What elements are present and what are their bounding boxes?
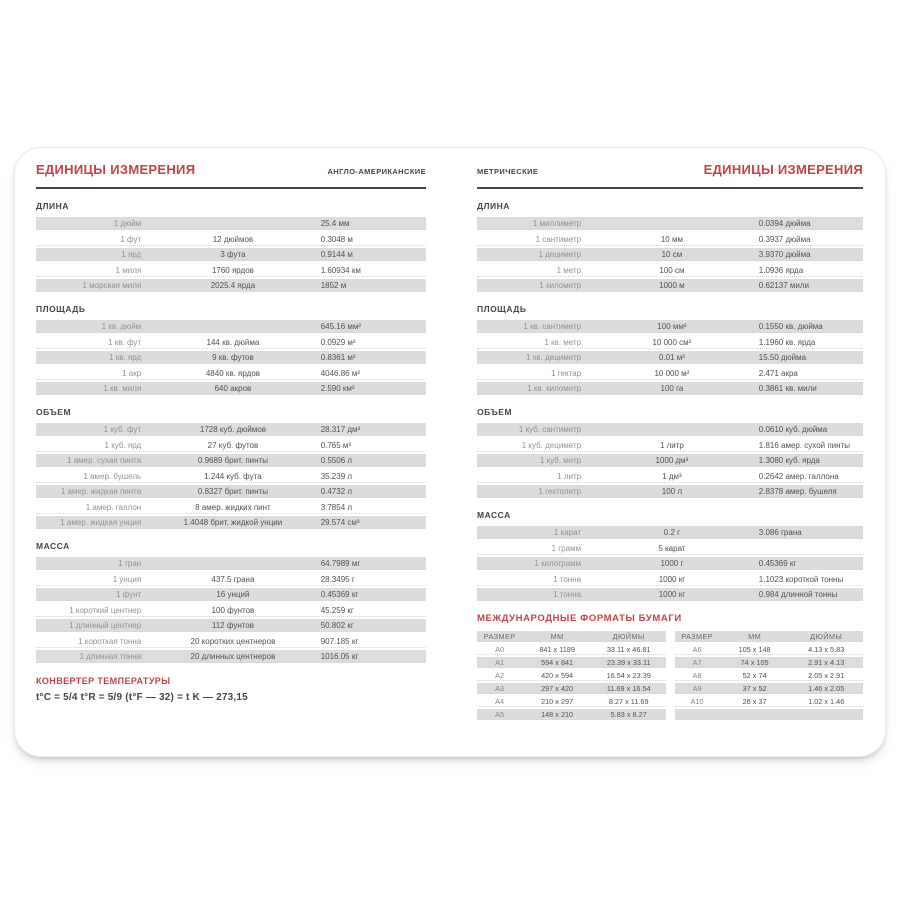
unit-name: 1 кв. ярд [109,353,142,362]
paper-formats-tables [477,631,863,722]
paper-inches: 23.39 x 33.11 [606,658,651,667]
unit-table [477,217,863,292]
unit-section [36,304,426,395]
page-header [477,162,863,182]
unit-name: 1 морская миля [82,281,142,290]
unit-name: 1 килограмм [534,559,582,568]
paper-inches: 1.02 x 1.46 [808,697,845,706]
section-heading: ОБЪЕМ [36,407,72,417]
unit-value: 0.62137 мили [758,281,810,290]
unit-name: 1 тонна [553,590,582,599]
unit-name: 1 миллиметр [532,219,582,228]
table-row [675,683,864,694]
unit-name: 1 метр [556,265,582,275]
unit-equivalent: 1 дм³ [662,471,682,481]
unit-name: 1 куб. ярд [104,440,142,450]
table-row [477,336,863,349]
unit-name: 1 амер. галлон [85,502,142,512]
table-row [477,644,666,655]
unit-value: 1.1023 короткой тонны [758,574,844,584]
unit-value: 3.086 грана [758,528,802,537]
unit-value: 0.3937 дюйма [758,234,811,244]
paper-size [675,709,720,719]
unit-equivalent: 3 фута [220,250,246,259]
table-row [36,439,426,452]
unit-name: 1 кв. фут [108,337,142,347]
page-header [36,162,426,182]
unit-section [36,541,426,663]
unit-name: 1 километр [539,281,582,290]
unit-value: 1.0936 ярда [758,265,804,275]
unit-value: 29.574 см³ [320,518,360,527]
unit-value: 0.0610 куб. дюйма [758,425,828,434]
unit-value: 0.45369 кг [758,559,797,568]
temperature-heading: КОНВЕРТЕР ТЕМПЕРАТУРЫ [36,676,171,686]
unit-equivalent: 112 фунтов [211,621,255,630]
unit-name: 1 миля [115,265,142,275]
paper-table-rows [675,644,864,720]
unit-equivalent: 0.9689 брит. пинты [197,456,268,465]
table-row [675,709,864,720]
header-size: РАЗМЕР [483,632,516,641]
table-row [36,501,426,514]
unit-value: 50.802 кг [320,621,354,630]
page-subtitle: МЕТРИЧЕСКИЕ [477,167,539,176]
unit-value: 0.0394 дюйма [758,219,811,228]
table-row [36,470,426,483]
unit-value: 0.45369 кг [320,590,359,599]
unit-value: 1.816 амер. сухой пинты [758,440,850,450]
unit-value: 0.4732 л [320,487,353,496]
unit-value: 0.0929 м² [320,337,356,347]
unit-equivalent: 100 фунтов [211,605,255,615]
unit-name: 1 амер. жидкая пинта [60,487,142,496]
unit-sections [477,201,863,601]
paper-inches: 2.05 x 2.91 [808,671,845,680]
unit-equivalent: 10 мм [660,234,683,244]
unit-value: 1016.05 кг [320,652,359,661]
unit-name: 1 кв. дюйм [101,322,142,331]
unit-equivalent: 1.244 куб. фута [204,471,262,481]
table-row [477,709,666,720]
unit-name: 1 амер. жидкая унция [60,518,142,527]
unit-equivalent: 1 литр [659,440,684,450]
unit-name: 1 акр [122,368,142,378]
unit-equivalent: 100 мм² [657,322,687,331]
unit-equivalent: 0.01 м² [658,353,685,362]
header-inches: ДЮЙМЫ [612,632,645,641]
table-row [675,657,864,668]
section-heading: ПЛОЩАДЬ [36,304,86,314]
paper-mm: 26 x 37 [742,697,767,706]
paper-mm: 841 x 1189 [539,645,575,654]
paper-inches: 1.46 x 2.05 [808,684,845,693]
unit-equivalent: 144 кв. дюйма [206,337,260,347]
paper-inches: 8.27 x 11.69 [608,697,649,706]
table-row [477,696,666,707]
unit-name: 1 кв. метр [544,337,582,347]
table-row [477,526,863,539]
unit-value: 2.471 акра [758,368,798,378]
table-row [36,320,426,333]
section-heading: ДЛИНА [477,201,510,211]
header-inches: ДЮЙМЫ [810,632,843,641]
unit-name: 1 амер. бушель [83,471,142,481]
table-row [36,351,426,364]
unit-section [477,407,863,498]
unit-value: 35.239 л [320,471,353,481]
unit-value: 0.9144 м [320,250,353,259]
table-row [477,264,863,277]
unit-table [36,320,426,395]
unit-value: 0.3861 кв. мили [758,384,817,393]
paper-inches: 33.11 x 46.81 [606,645,651,654]
table-row [477,588,863,601]
unit-name: 1 сантиметр [535,234,582,244]
unit-value [759,542,863,555]
unit-name: 1 куб. дециметр [521,440,582,450]
paper-mm: 52 x 74 [742,671,767,680]
section-heading: МАССА [36,541,70,551]
page-title: ЕДИНИЦЫ ИЗМЕРЕНИЯ [703,162,863,177]
planner-spread [15,148,885,756]
table-row [36,454,426,467]
unit-name: 1 грамм [551,543,582,553]
paper-table-header [675,631,864,642]
unit-name: 1 фунт [115,590,142,599]
paper-table [675,631,864,722]
table-row [477,557,863,570]
unit-name: 1 дециметр [538,250,582,259]
unit-equivalent: 1000 дм³ [655,456,689,465]
table-row [477,454,863,467]
table-row [477,367,863,380]
unit-sections [36,201,426,663]
table-row [477,683,666,694]
page-subtitle: АНГЛО-АМЕРИКАНСКИЕ [327,167,426,176]
unit-equivalent: 9 кв. футов [212,353,254,362]
unit-value: 15.50 дюйма [758,353,807,362]
table-row [36,557,426,570]
table-row [477,670,666,681]
paper-inches: 5.83 x 8.27 [610,710,647,719]
unit-equivalent: 27 куб. футов [207,440,259,450]
unit-equivalent: 4840 кв. ярдов [205,368,261,378]
unit-table [36,423,426,529]
unit-value: 0.3048 м [320,234,353,244]
table-row [477,439,863,452]
paper-mm: 105 x 148 [738,645,771,654]
unit-equivalent: 2025.4 ярда [210,281,256,290]
unit-value: 907.185 кг [320,636,359,646]
table-row [36,573,426,586]
paper-mm: 594 x 841 [541,658,574,667]
paper-formats [477,613,863,722]
table-row [36,279,426,292]
unit-equivalent: 1728 куб. дюймов [199,425,266,434]
unit-table [36,557,426,663]
unit-name: 1 кв. дециметр [526,353,582,362]
table-row [36,264,426,277]
unit-value: 0.1550 кв. дюйма [758,322,823,331]
unit-value: 1852 м [320,281,347,290]
paper-size: A7 [692,658,702,667]
table-row [477,573,863,586]
paper-mm: 37 x 52 [742,684,767,693]
paper-mm: 74 x 105 [740,658,769,667]
paper-table [477,631,666,722]
header-mm: ММ [748,632,762,641]
page-metric [450,148,885,756]
temperature-body [36,692,426,703]
paper-table-rows [477,644,666,720]
paper-inches: 4.13 x 5.83 [808,645,845,654]
unit-equivalent: 0.8327 брит. пинты [197,487,268,496]
unit-value: 64.7989 мг [320,559,361,568]
unit-equivalent: 1.4048 брит. жидкой унции [183,518,283,527]
table-row [477,542,863,555]
page-title: ЕДИНИЦЫ ИЗМЕРЕНИЯ [36,162,196,177]
unit-value: 1.1960 кв. ярда [758,337,816,347]
unit-section [36,407,426,529]
unit-value: 3.9370 дюйма [758,250,811,259]
unit-value: 45.259 кг [320,605,354,615]
header-rule [477,187,863,189]
unit-name: 1 кв. сантиметр [523,322,582,331]
table-row [36,588,426,601]
section-heading: ПЛОЩАДЬ [477,304,527,314]
temperature-notes [251,692,427,703]
unit-value: 1.60934 км [320,265,361,275]
unit-value: 2.8378 амер. бушеля [758,487,837,496]
unit-equivalent [145,557,321,570]
unit-equivalent: 1000 кг [658,590,686,599]
unit-equivalent: 16 унций [216,590,250,599]
paper-formats-heading: МЕЖДУНАРОДНЫЕ ФОРМАТЫ БУМАГИ [477,613,682,624]
unit-equivalent: 0.2 г [663,528,681,537]
unit-equivalent: 1000 г [660,559,684,568]
paper-inches: 16.54 x 23.39 [606,671,651,680]
table-row [36,382,426,395]
paper-mm: 420 x 594 [541,671,574,680]
unit-equivalent: 10 см [661,250,683,259]
paper-size: A4 [495,697,505,706]
unit-equivalent: 10 000 м² [654,368,690,378]
unit-value: 0.765 м³ [320,440,352,450]
unit-equivalent [145,320,321,333]
paper-size: A9 [692,684,702,693]
table-row [36,650,426,663]
table-row [36,233,426,246]
table-row [675,696,864,707]
paper-mm: 148 x 210 [541,710,574,719]
table-row [36,336,426,349]
table-row [477,485,863,498]
unit-name: 1 карат [553,528,582,537]
table-row [477,233,863,246]
unit-name: 1 тонна [553,574,582,584]
unit-value: 0.984 длинной тонны [758,590,838,599]
unit-section [477,510,863,601]
unit-name: 1 гектар [551,368,582,378]
unit-value: 645.16 мм² [320,322,362,331]
unit-equivalent [145,217,321,230]
paper-inches: 11.69 x 16.54 [606,684,651,693]
table-row [477,351,863,364]
paper-size: A10 [690,697,704,706]
section-heading: ОБЪЕМ [477,407,513,417]
unit-value: 2.590 км² [320,384,355,393]
table-row [477,217,863,230]
unit-value: 3.7854 л [320,502,353,512]
table-row [477,382,863,395]
paper-size: A0 [495,645,505,654]
unit-value: 25.4 мм [320,219,350,228]
table-row [36,423,426,436]
unit-name: 1 кв. километр [527,384,582,393]
unit-name: 1 куб. сантиметр [518,425,582,434]
temperature-converter [36,676,426,703]
table-row [36,248,426,261]
unit-equivalent: 640 акров [214,384,252,393]
temperature-formula: t°C = 5/4 t°R = 5/9 (t°F — 32) = t K — 273,15 [36,692,248,703]
unit-section [36,201,426,292]
table-row [675,644,864,655]
unit-equivalent: 5 карат [658,543,686,553]
unit-table [477,320,863,395]
paper-size: A6 [692,645,702,654]
paper-table-header [477,631,666,642]
table-row [36,217,426,230]
unit-name: 1 короткая тонна [78,636,142,646]
table-row [477,657,666,668]
table-row [477,470,863,483]
unit-equivalent: 100 л [661,487,683,496]
unit-equivalent: 100 см [659,265,685,275]
unit-name: 1 короткий центнер [69,605,142,615]
unit-value: 0.5506 л [320,456,353,465]
header-rule [36,187,426,189]
unit-equivalent: 20 коротких центнеров [190,636,276,646]
unit-equivalent: 10 000 см² [652,337,692,347]
unit-name: 1 гран [118,559,142,568]
unit-value: 28.3495 г [320,574,355,584]
unit-equivalent: 1000 кг [658,574,686,584]
unit-equivalent: 437.5 грана [211,574,255,584]
unit-section [477,304,863,395]
unit-name: 1 куб. фут [103,425,142,434]
table-row [36,604,426,617]
unit-name: 1 куб. метр [539,456,582,465]
table-row [477,320,863,333]
table-row [36,619,426,632]
unit-name: 1 фут [120,234,142,244]
table-row [36,635,426,648]
unit-equivalent: 8 амер. жидких пинт [195,502,271,512]
unit-equivalent [585,423,759,436]
unit-name: 1 амер. сухая пинта [67,456,142,465]
unit-equivalent [585,217,759,230]
section-heading: МАССА [477,510,511,520]
unit-equivalent: 20 длинных центнеров [190,652,276,661]
paper-size: A8 [692,671,702,680]
paper-size: A2 [495,671,505,680]
unit-equivalent: 1760 ярдов [211,265,254,275]
unit-value: 1.3080 куб. ярда [758,456,820,465]
unit-value: 4046.86 м² [320,368,360,378]
unit-name: 1 кв. миля [103,384,142,393]
unit-name: 1 литр [557,471,582,481]
unit-table [477,526,863,601]
unit-name: 1 длинная тонна [79,652,142,661]
paper-mm [720,709,790,719]
unit-name: 1 длинный центнер [69,621,142,630]
unit-name: 1 ярд [121,250,142,259]
paper-mm: 297 x 420 [541,684,574,693]
paper-size: A3 [495,684,505,693]
unit-value: 0.8361 м² [320,353,356,362]
table-row [477,423,863,436]
unit-table [477,423,863,498]
paper-size: A1 [495,658,505,667]
table-row [36,485,426,498]
table-row [36,516,426,529]
unit-equivalent: 1000 м [659,281,685,290]
unit-name: 1 унция [112,574,142,584]
page-anglo-american [15,148,450,756]
header-size: РАЗМЕР [681,632,714,641]
table-row [675,670,864,681]
table-row [477,279,863,292]
unit-equivalent: 12 дюймов [212,234,254,244]
unit-equivalent: 100 га [660,384,684,393]
paper-mm: 210 x 297 [541,697,574,706]
paper-inches: 2.91 x 4.13 [808,658,845,667]
table-row [477,248,863,261]
section-heading: ДЛИНА [36,201,69,211]
unit-value: 0.2642 амер. галлона [758,471,839,481]
paper-inches [789,709,863,719]
header-mm: ММ [550,632,564,641]
unit-name: 1 дюйм [113,219,142,228]
unit-section [477,201,863,292]
unit-value: 28.317 дм³ [320,425,361,434]
table-row [36,367,426,380]
paper-size: A5 [495,710,505,719]
unit-table [36,217,426,292]
unit-name: 1 гектолитр [538,487,582,496]
